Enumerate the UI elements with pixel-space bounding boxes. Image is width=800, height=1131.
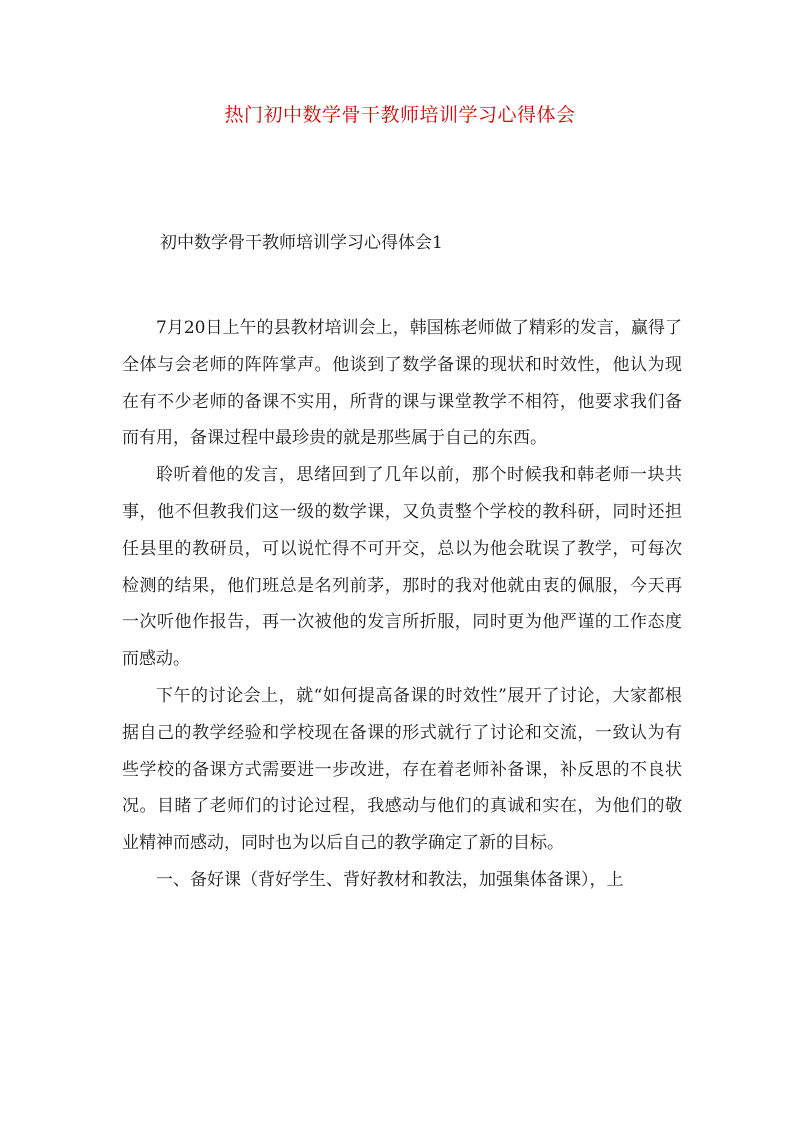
document-subtitle: 初中数学骨干教师培训学习心得体会1 [160,233,443,253]
paragraph: 7月20日上午的县教材培训会上，韩国栋老师做了精彩的发言，赢得了全体与会老师的阵阵掌声。他谈到了数学备课的现状和时效性，他认为现在有不少老师的备课不实用，所背的课与课堂教学不相符，他要求我们备而有用，备课过程中最珍贵的就是那些属于自己的东西。 [122,318,682,449]
document-title: 热门初中数学骨干教师培训学习心得体会 [224,104,576,126]
paragraph: 下午的讨论会上，就“如何提高备课的时效性”展开了讨论，大家都根据自己的教学经验和学校现在备课的形式就行了讨论和交流，一致认为有些学校的备课方式需要进一步改进，存在着老师补备课，补反思的不良状况。目睹了老师们的讨论过程，我感动与他们的真诚和实在，为他们的敬业精神而感动，同时也为以后自己的教学确定了新的目标。 [122,685,682,854]
paragraph: 一、备好课（背好学生、背好教材和教法，加强集体备课），上 [156,869,624,890]
paragraph: 聆听着他的发言，思绪回到了几年以前，那个时候我和韩老师一块共事，他不但教我们这一级的数学课，又负责整个学校的教科研，同时还担任县里的教研员，可以说忙得不可开交，总以为他会耽误了教学，可每次检测的结果，他们班总是名列前茅，那时的我对他就由衷的佩服，今天再一次听他作报告，再一次被他的发言所折服，同时更为他严谨的工作态度而感动。 [122,465,682,670]
document-body [122,310,682,899]
